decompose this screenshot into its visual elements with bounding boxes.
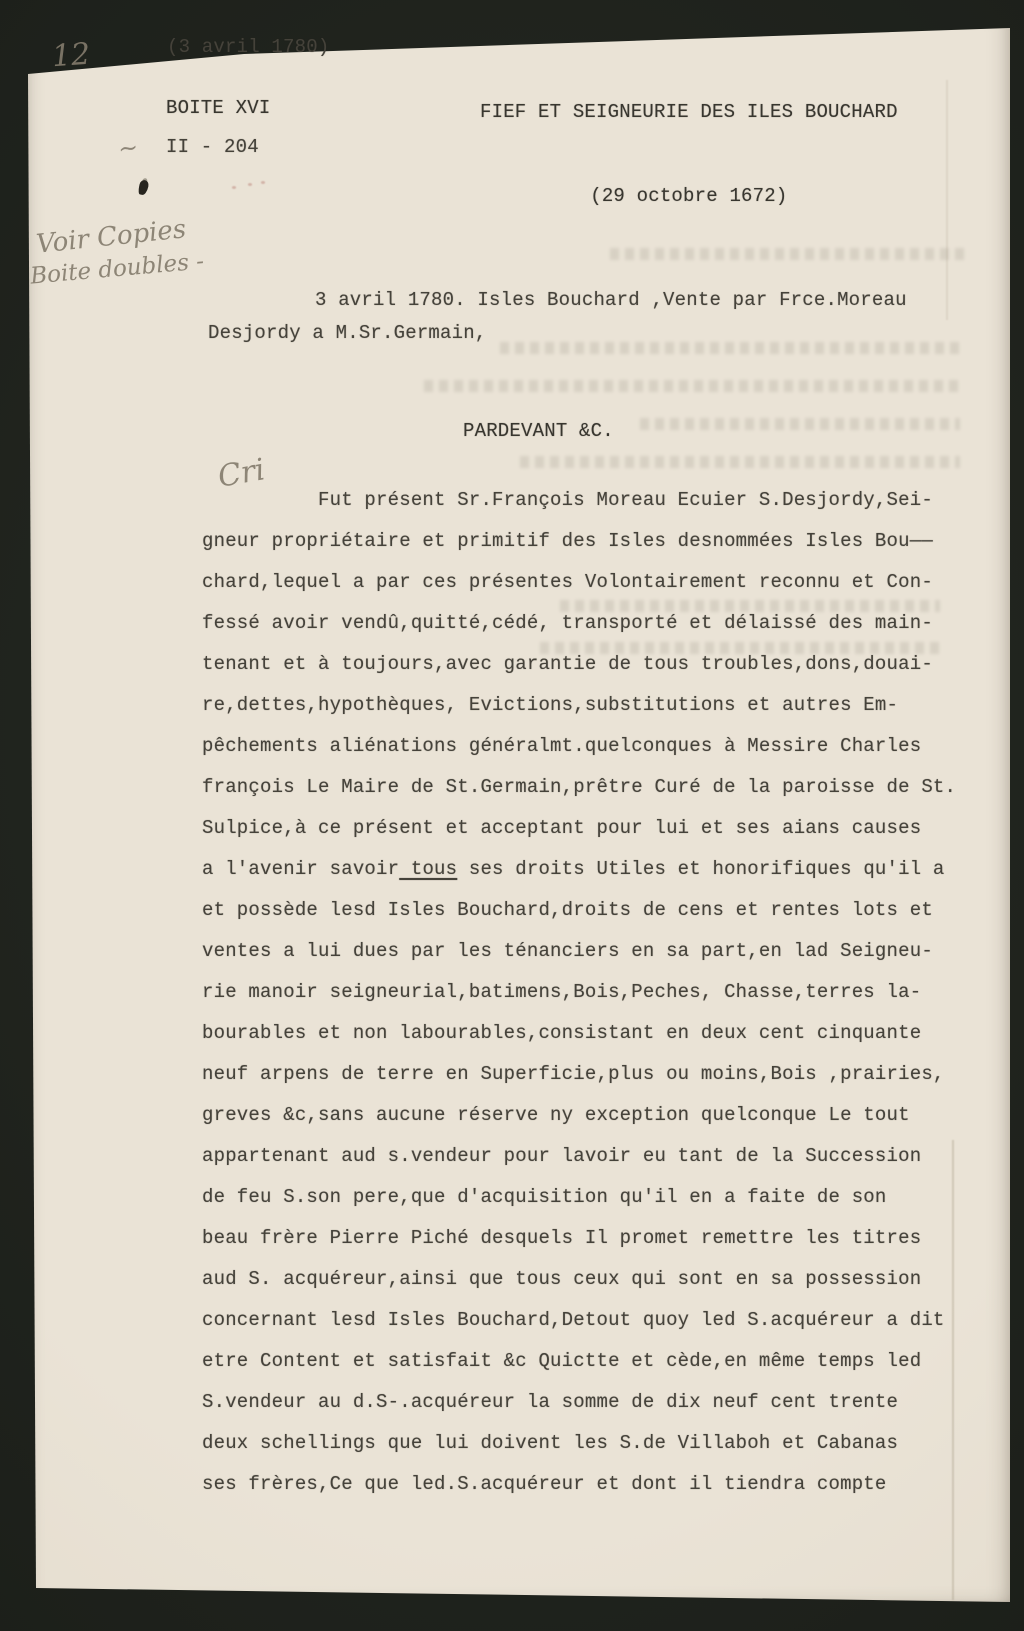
- caption-line2: Desjordy a M.Sr.Germain,: [208, 322, 487, 344]
- bleed-through-text: [520, 456, 960, 468]
- caption-line1: 3 avril 1780. Isles Bouchard ,Vente par Frce.Moreau: [315, 289, 907, 311]
- body-line: de feu S.son pere,que d'acquisition qu'il en a faite de son: [202, 1186, 887, 1208]
- body-line: neuf arpens de terre en Superficie,plus ou moins,Bois ,prairies,: [202, 1063, 945, 1085]
- body-line: chard,lequel a par ces présentes Volontairement reconnu et Con-: [202, 571, 933, 593]
- pencil-tick: ~: [116, 132, 140, 164]
- document-title: [480, 42, 898, 238]
- red-speck: [248, 183, 252, 186]
- handwritten-margin-mark: Cri: [215, 452, 268, 495]
- body-line: S.vendeur au d.S-.acquéreur la somme de dix neuf cent trente: [202, 1391, 899, 1413]
- body-line: concernant lesd Isles Bouchard,Detout quoy led S.acquéreur a dit: [202, 1309, 945, 1331]
- body-line: Fut présent Sr.François Moreau Ecuier S.Desjordy,Sei-: [202, 489, 933, 511]
- reference-number: II - 204: [166, 136, 259, 158]
- body-line: ses frères,Ce que led.S.acquéreur et dont il tiendra compte: [202, 1473, 887, 1495]
- body-line: et possède lesd Isles Bouchard,droits de cens et rentes lots et: [202, 899, 933, 921]
- body-line: rie manoir seigneurial,batimens,Bois,Peches, Chasse,terres la-: [202, 981, 922, 1003]
- body-line: deux schellings que lui doivent les S.de Villaboh et Cabanas: [202, 1432, 899, 1454]
- body-line: pêchements aliénations généralmt.quelconques à Messire Charles: [202, 735, 922, 757]
- bleed-through-text: [424, 380, 960, 392]
- body-line: etre Content et satisfait &c Quictte et cède,en même temps led: [202, 1350, 922, 1372]
- handwritten-note-line1: Voir Copies: [34, 214, 188, 260]
- section-heading: PARDEVANT &C.: [463, 420, 614, 442]
- bleed-through-text: [610, 248, 970, 260]
- handwritten-note-line2: Boite doubles -: [29, 248, 206, 290]
- body-line: a l'avenir savoir tous ses droits Utiles et honorifiques qu'il a: [202, 858, 945, 880]
- bleed-through-text: [500, 342, 960, 354]
- paper-crease: [946, 80, 948, 320]
- body-line: greves &c,sans aucune réserve ny exception quelconque Le tout: [202, 1104, 910, 1126]
- body-line: re,dettes,hypothèques, Evictions,substitutions et autres Em-: [202, 694, 899, 716]
- body-line: aud S. acquéreur,ainsi que tous ceux qui sont en sa possession: [202, 1268, 922, 1290]
- body-text: [202, 480, 992, 1505]
- document-title-line1: FIEF ET SEIGNEURIE DES ILES BOUCHARD: [480, 101, 898, 123]
- handwritten-page-number: 12: [50, 36, 92, 75]
- body-line: ventes a lui dues par les ténanciers en sa part,en lad Seigneu-: [202, 940, 933, 962]
- body-line: gneur propriétaire et primitif des Isles desnommées Isles Bou——: [202, 530, 933, 552]
- red-speck: [261, 181, 265, 184]
- red-speck: [232, 186, 236, 189]
- box-label: BOITE XVI: [166, 97, 271, 119]
- body-line: beau frère Pierre Piché desquels Il promet remettre les titres: [202, 1227, 922, 1249]
- body-line: tenant et à toujours,avec garantie de tous troubles,dons,douai-: [202, 653, 933, 675]
- document-title-line2: (29 octobre 1672): [590, 185, 788, 207]
- body-line: bourables et non labourables,consistant en deux cent cinquante: [202, 1022, 922, 1044]
- header-date: (3 avril 1780): [167, 36, 330, 58]
- body-line: françois Le Maire de St.Germain,prêtre Curé de la paroisse de St.: [202, 776, 957, 798]
- body-line: appartenant aud s.vendeur pour lavoir eu tant de la Succession: [202, 1145, 922, 1167]
- body-line: Sulpice,à ce présent et acceptant pour lui et ses aians causes: [202, 817, 922, 839]
- body-line: fessé avoir vendû,quitté,cédé, transporté et délaissé des main-: [202, 612, 933, 634]
- bleed-through-text: [640, 418, 960, 430]
